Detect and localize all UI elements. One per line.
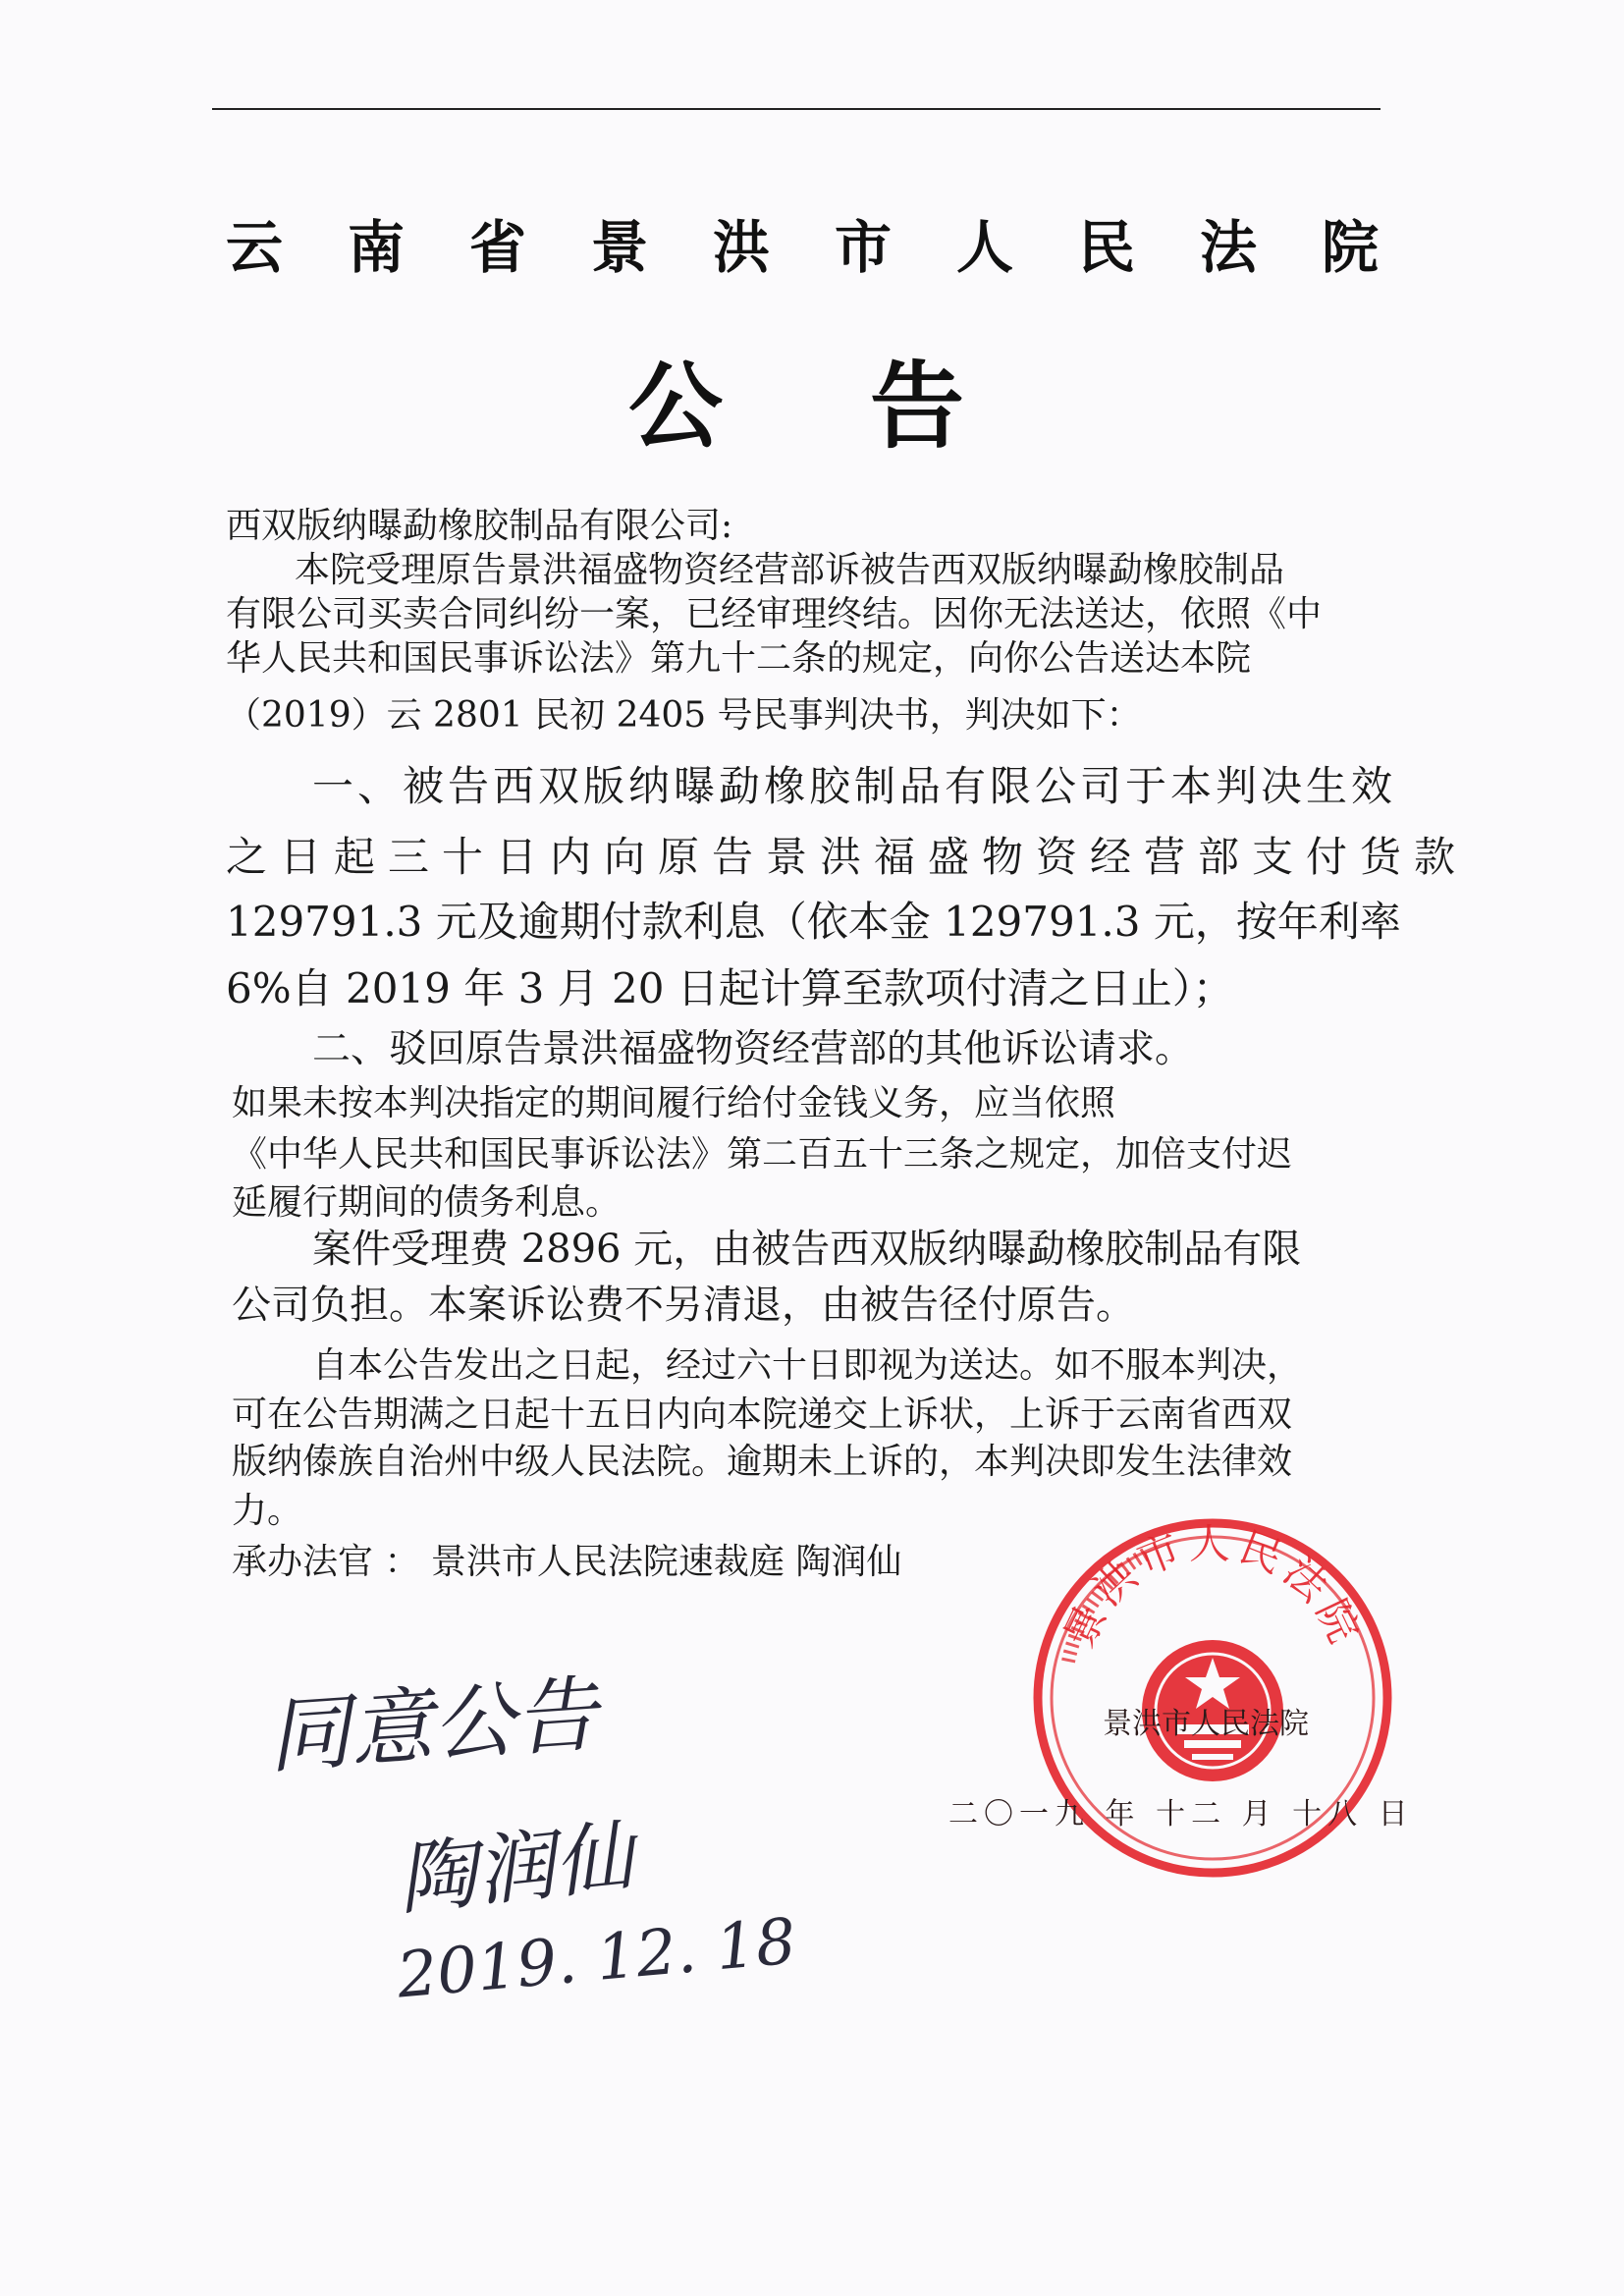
interest-line: 延履行期间的债务利息。 [232,1182,622,1223]
intro-line: （2019）云 2801 民初 2405 号民事判决书，判决如下： [226,695,1142,736]
handwritten-approval: 同意公告 [264,1666,601,1785]
intro-line: 华人民共和国民事诉讼法》第九十二条的规定，向你公告送达本院 [226,638,1252,679]
ruling-line: 之日起三十日内向原告景洪福盛物资经营部支付货款 [226,833,1469,881]
interest-line: 如果未按本判决指定的期间履行给付金钱义务，应当依照 [232,1083,1116,1123]
header-rule [212,108,1380,110]
handwritten-date: 2019. 12. 18 [394,1905,799,2013]
issue-date: 二〇一九 年 十二 月 十八 日 [948,1797,1414,1831]
ruling-line: 6%自 2019 年 3 月 20 日起计算至款项付清之日止）； [226,964,1234,1012]
issuer-name: 景洪市人民法院 [1103,1707,1309,1741]
ruling-line: 二、驳回原告景洪福盛物资经营部的其他诉讼请求。 [312,1027,1194,1071]
appeal-line: 自本公告发出之日起，经过六十日即视为送达。如不服本判决， [312,1345,1303,1386]
handwritten-signature: 陶润仙 [393,1810,637,1927]
fee-line: 公司负担。本案诉讼费不另清退，由被告径付原告。 [232,1283,1135,1328]
ruling-line: 一、被告西双版纳曝勐橡胶制品有限公司于本判决生效 [312,762,1397,810]
seal-text: 景洪市人民法院 [1054,1519,1372,1656]
addressee: 西双版纳曝勐橡胶制品有限公司: [226,506,733,546]
interest-line: 《中华人民共和国民事诉讼法》第二百五十三条之规定，加倍支付迟 [232,1134,1293,1175]
appeal-line: 版纳傣族自治州中级人民法院。逾期未上诉的，本判决即发生法律效 [232,1442,1293,1482]
intro-line: 有限公司买卖合同纠纷一案，已经审理终结。因你无法送达，依照《中 [226,594,1323,634]
ruling-line: 129791.3 元及逾期付款利息（依本金 129791.3 元，按年利率 [226,898,1401,946]
fee-line: 案件受理费 2896 元，由被告西双版纳曝勐橡胶制品有限 [312,1227,1302,1272]
appeal-line: 可在公告期满之日起十五日内向本院递交上诉状，上诉于云南省西双 [232,1394,1293,1435]
appeal-line: 力。 [232,1491,303,1531]
judge-line: 承办法官 ： 景洪市人民法院速裁庭 陶润仙 [232,1542,902,1582]
court-name: 云南省景洪市人民法院 [226,214,1444,281]
svg-text:景洪市人民法院 [1055,1519,1371,1655]
intro-line: 本院受理原告景洪福盛物资经营部诉被告西双版纳曝勐橡胶制品 [295,550,1285,590]
document-title: 公告 [628,352,1111,462]
